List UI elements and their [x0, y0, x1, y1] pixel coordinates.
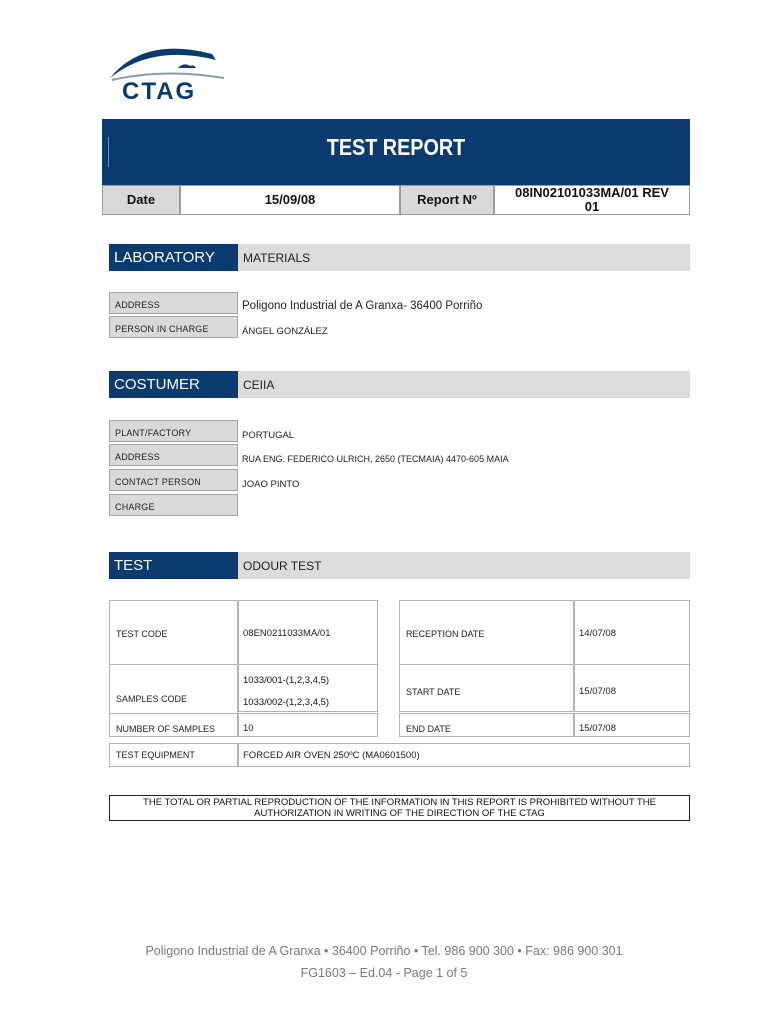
notice-line1: THE TOTAL OR PARTIAL REPRODUCTION OF THE INFORMATION IN THIS REPORT IS PROHIBITED WITHOUT THE [143, 797, 656, 808]
customer-address-label: ADDRESS [109, 444, 238, 466]
lab-person-value: ÁNGEL GONZÁLEZ [242, 325, 328, 337]
reproduction-notice [109, 795, 690, 821]
samples-code-line1: 1033/001-(1,2,3,4,5) [243, 675, 330, 686]
footer-address: Poligono Industrial de A Granxa • 36400 Porriño • Tel. 986 900 300 • Fax: 986 900 301 [145, 944, 623, 958]
end-date-label: END DATE [399, 713, 574, 737]
ctag-logo [104, 38, 230, 104]
lab-address-value: Poligono Industrial de A Granxa- 36400 Porriño [242, 300, 483, 312]
laboratory-heading: LABORATORY [109, 244, 238, 271]
samples-code-line2: 1033/002-(1,2,3,4,5) [243, 697, 330, 708]
laboratory-value: MATERIALS [238, 244, 690, 271]
equipment-value: FORCED AIR OVEN 250ºC (MA0601500) [238, 743, 690, 767]
logo-text: CTAG [122, 78, 197, 105]
test-code-label: TEST CODE [109, 600, 238, 667]
customer-contact-label: CONTACT PERSON [109, 469, 238, 491]
end-date-value: 15/07/08 [574, 713, 690, 737]
report-title: TEST REPORT [326, 134, 466, 160]
equipment-label: TEST EQUIPMENT [109, 743, 238, 767]
test-heading: TEST [109, 552, 238, 579]
test-value: ODOUR TEST [238, 552, 690, 579]
reception-date-value: 14/07/08 [574, 600, 690, 667]
reception-date-label: RECEPTION DATE [399, 600, 574, 667]
footer-page: FG1603 – Ed.04 - Page 1 of 5 [300, 966, 468, 980]
start-date-label: START DATE [399, 664, 574, 712]
number-samples-label: NUMBER OF SAMPLES [109, 713, 238, 737]
customer-charge-value [242, 499, 682, 519]
start-date-value: 15/07/08 [574, 664, 690, 712]
customer-heading: COSTUMER [109, 371, 238, 398]
lab-person-label: PERSON IN CHARGE [109, 316, 238, 338]
customer-value: CEIIA [238, 371, 690, 398]
notice-line2: AUTHORIZATION IN WRITING OF THE DIRECTION OF THE CTAG [254, 808, 545, 819]
date-label: Date [102, 185, 180, 215]
report-number-value: 08IN02101033MA/01 REV 01 [494, 185, 690, 215]
test-code-value: 08EN0211033MA/01 [238, 600, 378, 667]
customer-plant-label: PLANT/FACTORY [109, 420, 238, 442]
samples-code-label: SAMPLES CODE [109, 664, 238, 719]
customer-plant-value: PORTUGAL [242, 429, 295, 441]
number-samples-value: 10 [238, 713, 378, 737]
report-number-label: Report Nº [400, 185, 494, 215]
customer-address-value: RUA ENG. FEDERICO ULRICH, 2650 (TECMAIA) 4470-605 MAIA [242, 454, 509, 464]
samples-code-box [238, 664, 378, 712]
customer-contact-value: JOAO PINTO [242, 478, 300, 490]
lab-address-label: ADDRESS [109, 292, 238, 314]
date-value: 15/09/08 [180, 185, 400, 215]
customer-charge-label: CHARGE [109, 494, 238, 516]
